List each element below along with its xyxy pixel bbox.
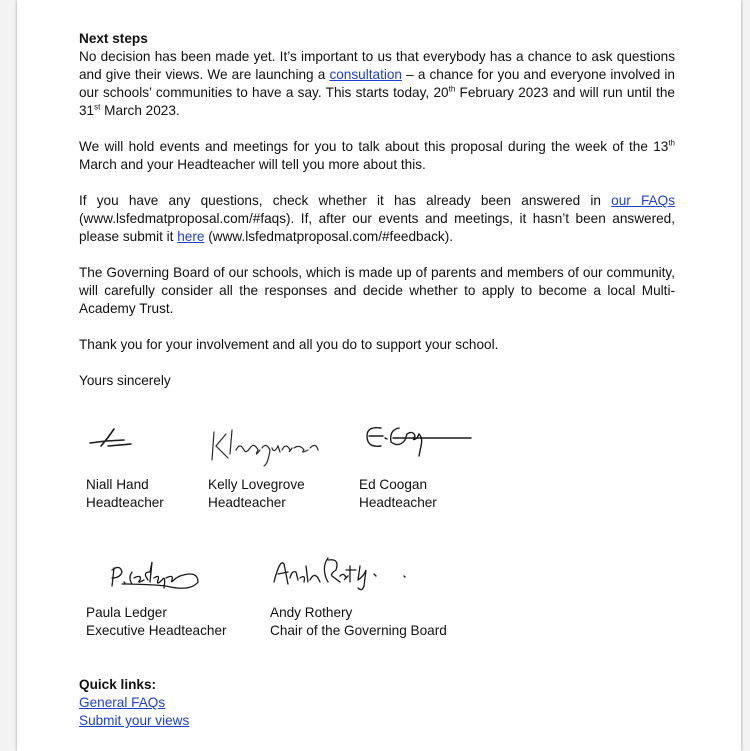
submit-your-views-link[interactable]: Submit your views	[79, 713, 190, 728]
signature-ed-coogan	[359, 420, 479, 476]
signatory-role: Headteacher	[208, 495, 286, 510]
signatory-name: Paula Ledger	[86, 605, 167, 620]
p1-text-a: No decision has been made yet. It’s important to us that everybody has a chance to ask questions and give their views. We are launching a	[79, 49, 675, 82]
quick-links-heading: Quick links:	[79, 677, 157, 692]
consultation-link[interactable]: consultation	[329, 67, 402, 82]
p1-sup-st: st	[94, 102, 101, 112]
signature-paula-ledger	[86, 548, 227, 604]
p3-text-c: (www.lsfedmatproposal.com/#feedback).	[204, 229, 454, 244]
closing-line: Yours sincerely	[79, 373, 171, 388]
signatory-kelly-lovegrove	[208, 420, 328, 512]
p2-text-b: March and your Headteacher will tell you more about this.	[79, 157, 426, 172]
paragraph-thanks: Thank you for your involvement and all you do to support your school.	[79, 337, 499, 352]
next-steps-heading: Next steps	[79, 31, 148, 46]
signatory-role: Chair of the Governing Board	[270, 623, 447, 638]
signatory-name: Kelly Lovegrove	[208, 477, 305, 492]
signatory-role: Headteacher	[86, 495, 164, 510]
p2-sup-th: th	[668, 138, 675, 148]
signatory-name: Niall Hand	[86, 477, 149, 492]
signatory-name: Andy Rothery	[270, 605, 353, 620]
p1-text-b: – a chance for you and everyone involved in our schools’ communities to have a say. This starts today, 20	[79, 67, 675, 100]
letter-page	[17, 0, 741, 751]
signature-andy-rothery	[270, 548, 447, 604]
letter-body	[79, 30, 675, 390]
signatory-andy-rothery	[270, 548, 447, 640]
paragraph-governing-board: The Governing Board of our schools, which is made up of parents and members of our community, will carefully consider all the responses and decide whether to apply to become a local Multi-Academy Trust.	[79, 265, 675, 316]
p3-text-a: If you have any questions, check whether it has already been answered in	[79, 193, 612, 208]
paragraph-questions	[79, 192, 675, 246]
p1-text-c: February 2023 and will run until the 31	[79, 85, 675, 118]
signatory-role: Headteacher	[359, 495, 437, 510]
signatory-niall-hand	[86, 420, 166, 512]
quick-links	[79, 676, 189, 730]
signatory-role: Executive Headteacher	[86, 623, 227, 638]
paragraph-events	[79, 138, 675, 174]
signature-niall-hand	[86, 420, 166, 476]
signatory-ed-coogan	[359, 420, 479, 512]
signatory-name: Ed Coogan	[359, 477, 428, 492]
p1-text-d: March 2023.	[100, 103, 180, 118]
our-faqs-link[interactable]: our FAQs	[611, 193, 675, 208]
signature-kelly-lovegrove	[208, 420, 328, 476]
signatory-paula-ledger	[86, 548, 227, 640]
paragraph-consultation	[79, 48, 675, 120]
p2-text-a: We will hold events and meetings for you to talk about this proposal during the week of the 13	[79, 139, 669, 154]
here-link[interactable]: here	[177, 229, 205, 244]
general-faqs-link[interactable]: General FAQs	[79, 695, 166, 710]
p3-text-b: (www.lsfedmatproposal.com/#faqs). If, after our events and meetings, it hasn’t been answered, please submit it	[79, 211, 675, 244]
p1-sup-th: th	[448, 84, 456, 94]
